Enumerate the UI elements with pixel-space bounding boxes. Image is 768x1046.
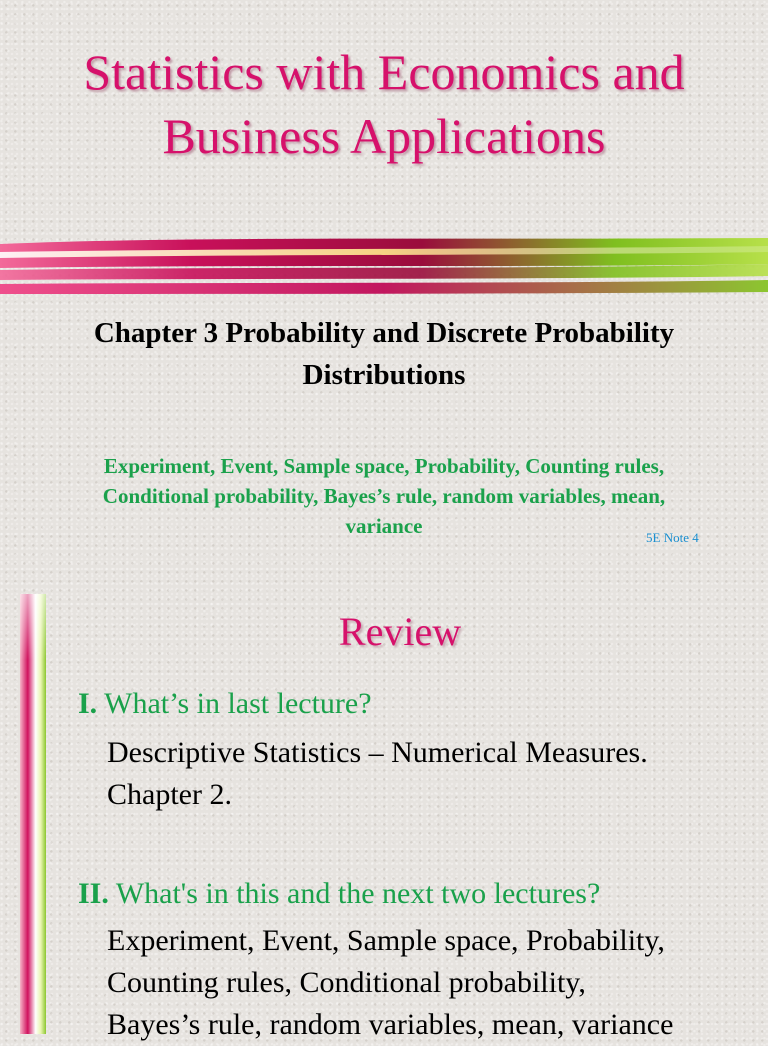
title-line-1: Statistics with Economics and bbox=[83, 44, 685, 100]
question-1-text: What’s in last lecture? bbox=[97, 687, 372, 720]
question-2-text: What's in this and the next two lectures? bbox=[108, 877, 601, 910]
question-1-heading bbox=[78, 684, 372, 724]
answer-2-line-3: Bayes’s rule, random variables, mean, variance bbox=[107, 1008, 674, 1041]
topics-line-3: variance bbox=[345, 514, 423, 538]
question-1-numeral: I. bbox=[78, 687, 98, 720]
decorative-swoosh-bar bbox=[0, 234, 768, 298]
answer-2 bbox=[107, 920, 767, 1046]
chapter-subtitle bbox=[20, 312, 748, 396]
chapter-topics bbox=[20, 451, 748, 541]
slide-review bbox=[0, 580, 768, 1041]
question-2-numeral: II. bbox=[78, 877, 109, 910]
subtitle-line-1: Chapter 3 Probability and Discrete Probability bbox=[93, 317, 675, 349]
answer-1-line-2: Chapter 2. bbox=[107, 778, 232, 811]
answer-1 bbox=[107, 732, 648, 816]
answer-2-line-2: Counting rules, Conditional probability, bbox=[107, 966, 586, 999]
topics-line-2: Conditional probability, Bayes’s rule, random variables, mean, bbox=[102, 484, 666, 508]
slide-title-heading bbox=[0, 40, 768, 168]
question-2-heading bbox=[78, 874, 600, 914]
decorative-vertical-bar bbox=[20, 594, 46, 1034]
topics-line-1: Experiment, Event, Sample space, Probability, Counting rules, bbox=[103, 454, 665, 478]
answer-1-line-1: Descriptive Statistics – Numerical Measures. bbox=[107, 736, 648, 769]
title-line-2: Business Applications bbox=[162, 108, 606, 164]
review-heading: Review bbox=[338, 609, 462, 654]
footnote-label: 5E Note 4 bbox=[646, 530, 699, 545]
answer-2-line-1: Experiment, Event, Sample space, Probability, bbox=[107, 924, 665, 957]
subtitle-line-2: Distributions bbox=[302, 359, 466, 391]
